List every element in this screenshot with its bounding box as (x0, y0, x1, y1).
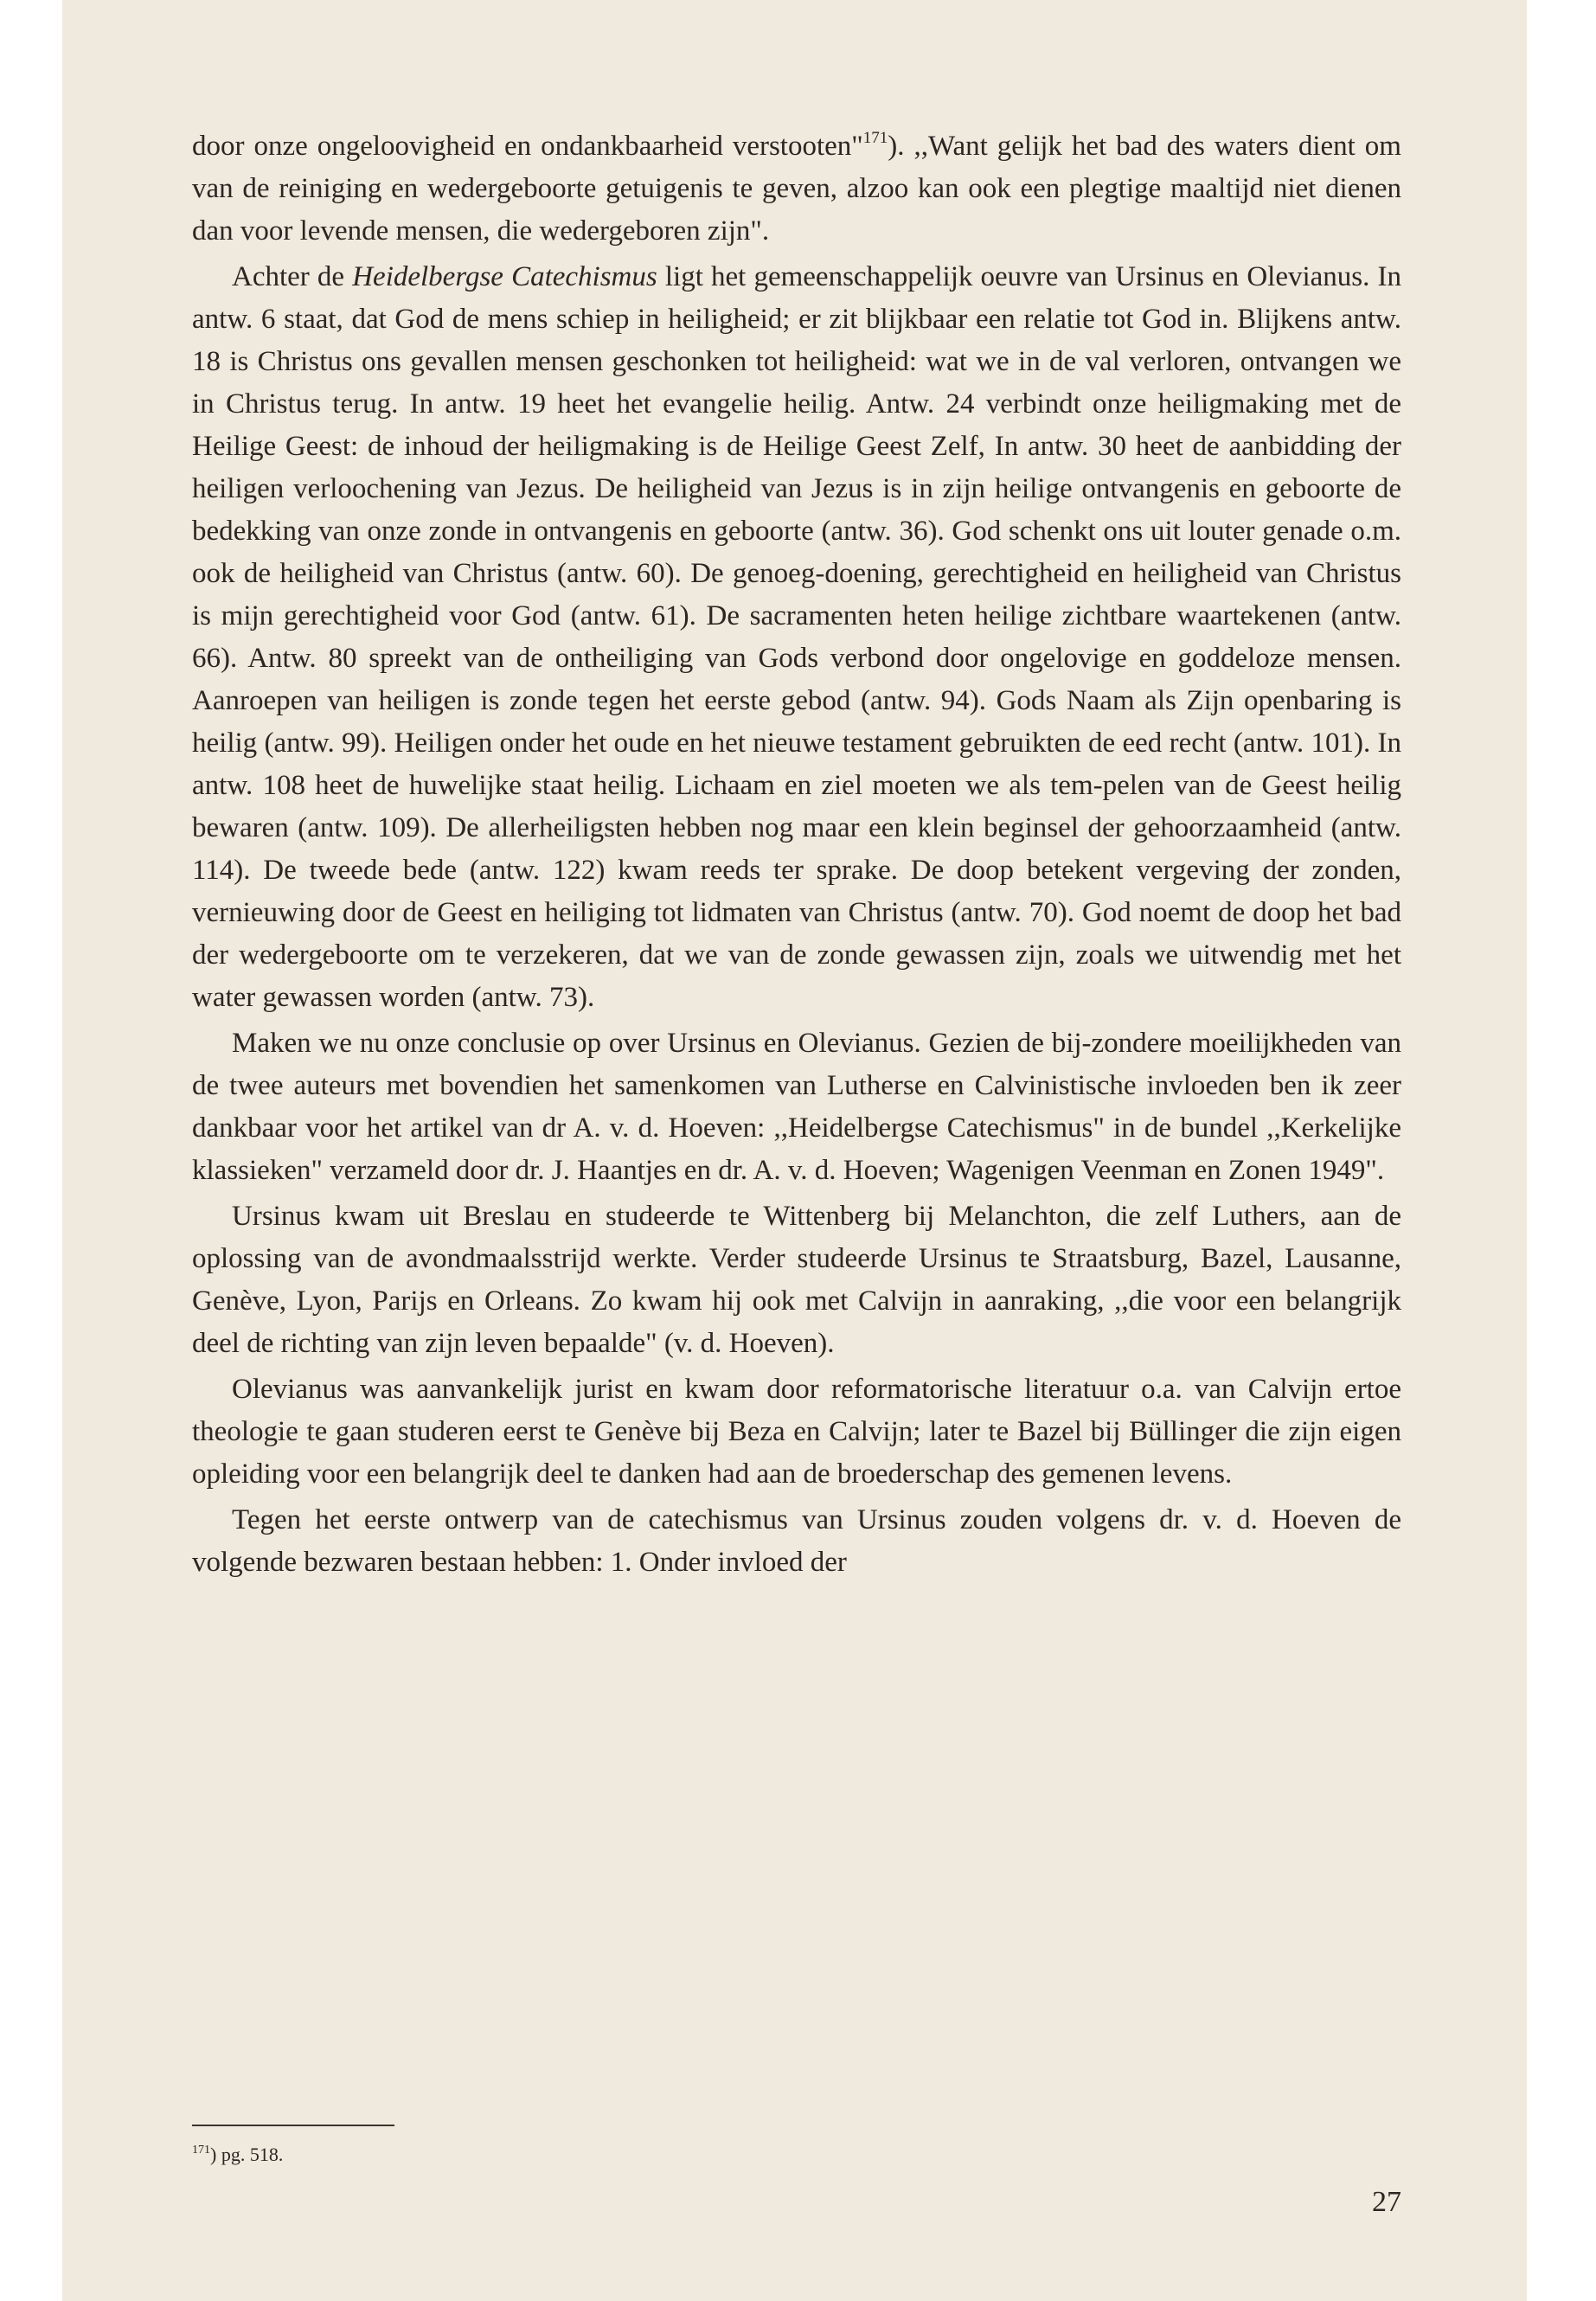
paragraph-5: Olevianus was aanvankelijk jurist en kwam door reformatorische literatuur o.a. van Calvijn ertoe theologie te gaan studeren eerst te Genève bij Beza en Calvijn; later te Bazel bij Büllinger die zijn eigen opleiding voor een belangrijk deel te danken had aan de broederschap des gemenen levens. (192, 1374, 1401, 1490)
book-page (62, 0, 1527, 2301)
paragraph-2-rest: ligt het gemeenschappelijk oeuvre van Ursinus en Olevianus. In antw. 6 staat, dat God de mens schiep in heiligheid; er zit blijkbaar een relatie tot God in. Blijkens antw. 18 is Christus ons gevallen mensen geschonken tot heiligheid: wat we in de val verloren, ontvangen we in Christus terug. In antw. 19 heet het evangelie heilig. Antw. 24 verbindt onze heiligmaking met de Heilige Geest: de inhoud der heiligmaking is de Heilige Geest Zelf, In antw. 30 heet de aanbidding der heiligen verloochening van Jezus. De heiligheid van Jezus is in zijn heilige ontvangenis en geboorte de bedekking van onze zonde in ontvangenis en geboorte (antw. 36). God schenkt ons uit louter genade o.m. ook de heiligheid van Christus (antw. 60). De genoeg-doening, gerechtigheid en heiligheid van Christus is mijn gerechtigheid voor God (antw. 61). De sacramenten heten heilige zichtbare waartekenen (antw. 66). Antw. 80 spreekt van de ontheiliging van Gods verbond door ongelovige en goddeloze mensen. Aanroepen van heiligen is zonde tegen het eerste gebod (antw. 94). Gods Naam als Zijn openbaring is heilig (antw. 99). Heiligen onder het oude en het nieuwe testament gebruikten de eed recht (antw. 101). In antw. 108 heet de huwelijke staat heilig. Lichaam en ziel moeten we als tem-pelen van de Geest heilig bewaren (antw. 109). De allerheiligsten hebben nog maar een klein beginsel der gehoorzaamheid (antw. 114). De tweede bede (antw. 122) kwam reeds ter sprake. De doop betekent vergeving der zonden, vernieuwing door de Geest en heiliging tot lidmaten van Christus (antw. 70). God noemt de doop het bad der wedergeboorte om te verzekeren, dat we van de zonde gewassen zijn, zoals we uitwendig met het water gewassen worden (antw. 73). (192, 261, 1402, 1013)
paragraph-6: Tegen het eerste ontwerp van de catechismus van Ursinus zouden volgens dr. v. d. Hoeven de volgende bezwaren bestaan hebben: 1. Onder invloed der (192, 1504, 1401, 1578)
paragraph-3: Maken we nu onze conclusie op over Ursinus en Olevianus. Gezien de bij-zondere moeilijkheden van de twee auteurs met bovendien het samenkomen van Lutherse en Calvinistische invloeden ben ik zeer dankbaar voor het artikel van dr A. v. d. Hoeven: ,,Heidelbergse Catechismus" in de bundel ,,Kerkelijke klassieken" verzameld door dr. J. Haantjes en dr. A. v. d. Hoeven; Wagenigen Veenman en Zonen 1949". (192, 1028, 1401, 1186)
paragraph-1-text: door onze ongeloovigheid en ondankbaarheid verstooten" (192, 131, 863, 162)
paragraph-4: Ursinus kwam uit Breslau en studeerde te Wittenberg bij Melanchton, die zelf Luthers, aan de oplossing van de avondmaalsstrijd werkte. Verder studeerde Ursinus te Straatsburg, Bazel, Lausanne, Genève, Lyon, Parijs en Orleans. Zo kwam hij ook met Calvijn in aanraking, ,,die voor een belangrijk deel de richting van zijn leven bepaalde" (v. d. Hoeven). (192, 1201, 1401, 1359)
body-text (192, 125, 1401, 1587)
paragraph-1-continued: ). ,,Want gelijk het bad des waters dient om van de reiniging en wedergeboorte getuigenis te geven, alzoo kan ook een plegtige maaltijd niet dienen dan voor levende mensen, die wedergeboren zijn". (192, 131, 1401, 247)
footnote-marker: 171 (192, 2144, 210, 2157)
footnote-text: ) pg. 518. (210, 2144, 284, 2165)
paragraph-2 (192, 256, 1401, 1019)
catechism-title: Heidelbergse Catechismus (352, 261, 657, 292)
footnote-reference: 171 (862, 129, 888, 147)
paragraph-2-lead: Achter de (232, 261, 353, 292)
page-number: 27 (1372, 2186, 1401, 2218)
paragraph-1 (192, 125, 1401, 253)
footnote-divider (192, 2125, 394, 2126)
footnote (192, 2142, 283, 2168)
